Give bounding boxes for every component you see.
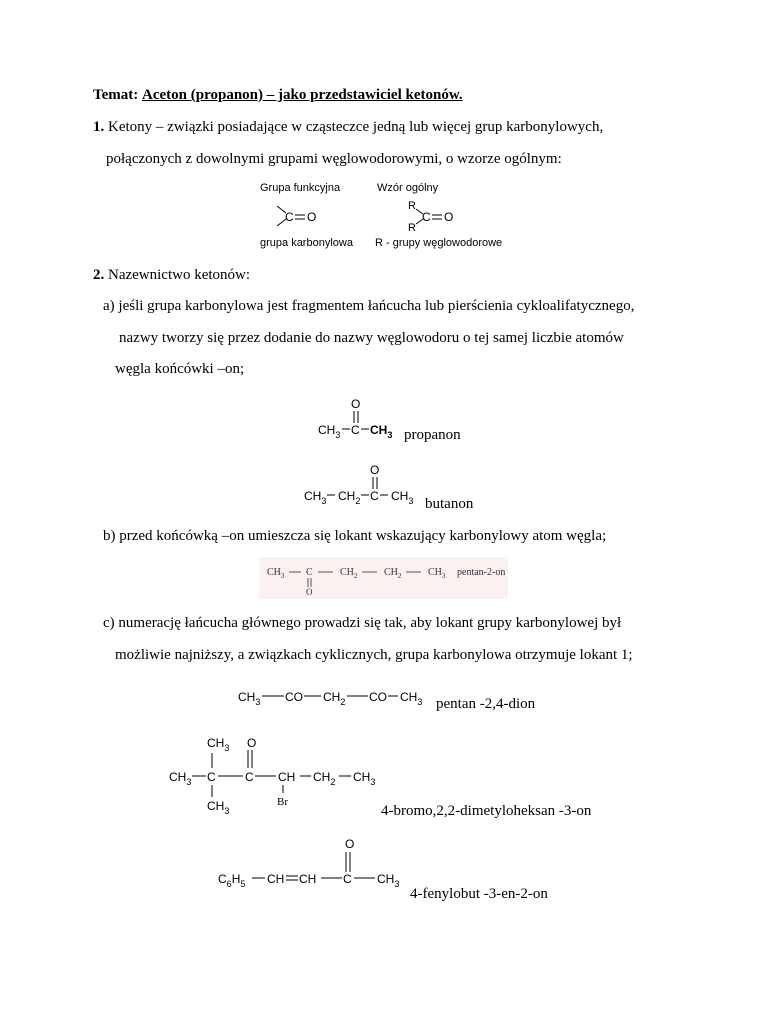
svg-text:pentan-2-on: pentan-2-on: [457, 567, 506, 578]
svg-text:CH2: $CH_2$: [384, 567, 402, 580]
svg-text:CH3: $CH_3$: [428, 567, 446, 580]
rule-c-line2: możliwie najniższy, a związkach cyklicznych, grupa karbonylowa otrzymuje lokant 1;: [115, 647, 633, 663]
svg-text:C: C: [343, 872, 352, 886]
general-formula-title: Wzór ogólny: [377, 182, 439, 194]
carbonyl-oxygen: O: [307, 210, 317, 224]
svg-text:CH3: $CH_3$: [318, 423, 341, 440]
bromo-dimetyloheksanon-structure: [165, 735, 405, 815]
section2-title: Nazewnictwo ketonów:: [104, 267, 251, 283]
svg-text:CH3: $CH_3$: [169, 770, 192, 787]
r-group-lower: R: [408, 222, 416, 234]
rule-a-line3: węgla końcówki –on;: [115, 361, 245, 377]
svg-text:CH3: $CH_3$: [370, 423, 393, 440]
svg-text:CH2: $CH_2$: [340, 567, 358, 580]
r-group-upper: R: [408, 200, 416, 212]
svg-text:C: C: [306, 567, 313, 578]
rule-a-line1: a) jeśli grupa karbonylowa jest fragmentem łańcucha lub pierścienia cykloalifatycznego,: [103, 298, 635, 314]
svg-text:CH3: $CH_3$: [391, 489, 414, 506]
general-formula-caption: R - grupy węglowodorowe: [375, 237, 503, 249]
svg-text:CH: CH: [278, 770, 296, 784]
svg-text:CH3: $CH_3$: [400, 690, 423, 707]
svg-text:C6H5: $C_6H_5$: [218, 872, 246, 889]
svg-text:O: O: [351, 397, 361, 411]
svg-text:CH3: $CH_3$: [353, 770, 376, 787]
svg-text:C: C: [207, 770, 216, 784]
section1-text: Ketony – związki posiadające w cząsteczce jedną lub więcej grup karbonylowych,: [104, 119, 604, 135]
section2-number: 2.: [93, 267, 105, 283]
rule-c-line1: c) numerację łańcucha głównego prowadzi się tak, aby lokant grupy karbonylowej był: [103, 615, 622, 631]
general-carbon: C: [422, 210, 431, 224]
svg-text:O: O: [306, 587, 313, 597]
functional-group-caption: grupa karbonylowa: [260, 237, 353, 249]
propanon-structure: [300, 392, 500, 452]
svg-text:CO: CO: [369, 690, 387, 704]
carbonyl-carbon: C: [285, 210, 294, 224]
svg-text:CH: CH: [299, 872, 317, 886]
svg-text:O: O: [247, 736, 257, 750]
topic-line: [93, 86, 463, 104]
svg-text:CH3: $CH_3$: [267, 567, 285, 580]
svg-text:CO: CO: [285, 690, 303, 704]
svg-text:CH2: $CH_2$: [338, 489, 361, 506]
section2-heading: [93, 266, 250, 284]
section1-number: 1.: [93, 119, 105, 135]
propanon-label: propanon: [404, 427, 461, 443]
rule-a-line2: nazwy tworzy się przez dodanie do nazwy węglowodoru o tej samej liczbie atomów: [119, 330, 624, 346]
svg-text:Br: Br: [277, 796, 288, 808]
topic-title: Aceton (propanon) – jako przedstawiciel ketonów.: [142, 87, 463, 103]
svg-text:CH3: $CH_3$: [207, 736, 230, 753]
svg-text:CH: CH: [267, 872, 285, 886]
functional-group-title: Grupa funkcyjna: [260, 182, 341, 194]
svg-text:C: C: [370, 489, 379, 503]
svg-text:CH3: $CH_3$: [207, 799, 230, 816]
svg-text:CH3: $CH_3$: [238, 690, 261, 707]
svg-text:C: C: [245, 770, 254, 784]
svg-text:CH2: $CH_2$: [323, 690, 346, 707]
pentan-2-4-dion-label: pentan -2,4-dion: [436, 696, 536, 712]
rule-b: b) przed końcówką –on umieszcza się lokant wskazujący karbonylowy atom węgla;: [103, 528, 607, 544]
svg-text:O: O: [370, 463, 380, 477]
svg-text:O: O: [345, 837, 355, 851]
butanon-label: butanon: [425, 496, 474, 512]
fenylobut-en-on-label: 4-fenylobut -3-en-2-on: [410, 886, 548, 902]
bromo-dimetyloheksanon-label: 4-bromo,2,2-dimetyloheksan -3-on: [381, 803, 592, 819]
general-formula-figure: [0, 178, 768, 258]
section1-line1: [93, 118, 603, 136]
pentan-2-on-structure: [259, 555, 519, 605]
fenylobut-en-on-structure: [215, 835, 425, 895]
svg-text:CH3: $CH_3$: [304, 489, 327, 506]
topic-label: Temat:: [93, 87, 139, 103]
svg-text:CH2: $CH_2$: [313, 770, 336, 787]
svg-text:CH3: $CH_3$: [377, 872, 400, 889]
general-oxygen: O: [444, 210, 454, 224]
svg-text:C: C: [351, 423, 360, 437]
pentan-2-4-dion-structure: [235, 684, 455, 714]
section1-line2: połączonych z dowolnymi grupami węglowodorowymi, o wzorze ogólnym:: [106, 151, 562, 167]
